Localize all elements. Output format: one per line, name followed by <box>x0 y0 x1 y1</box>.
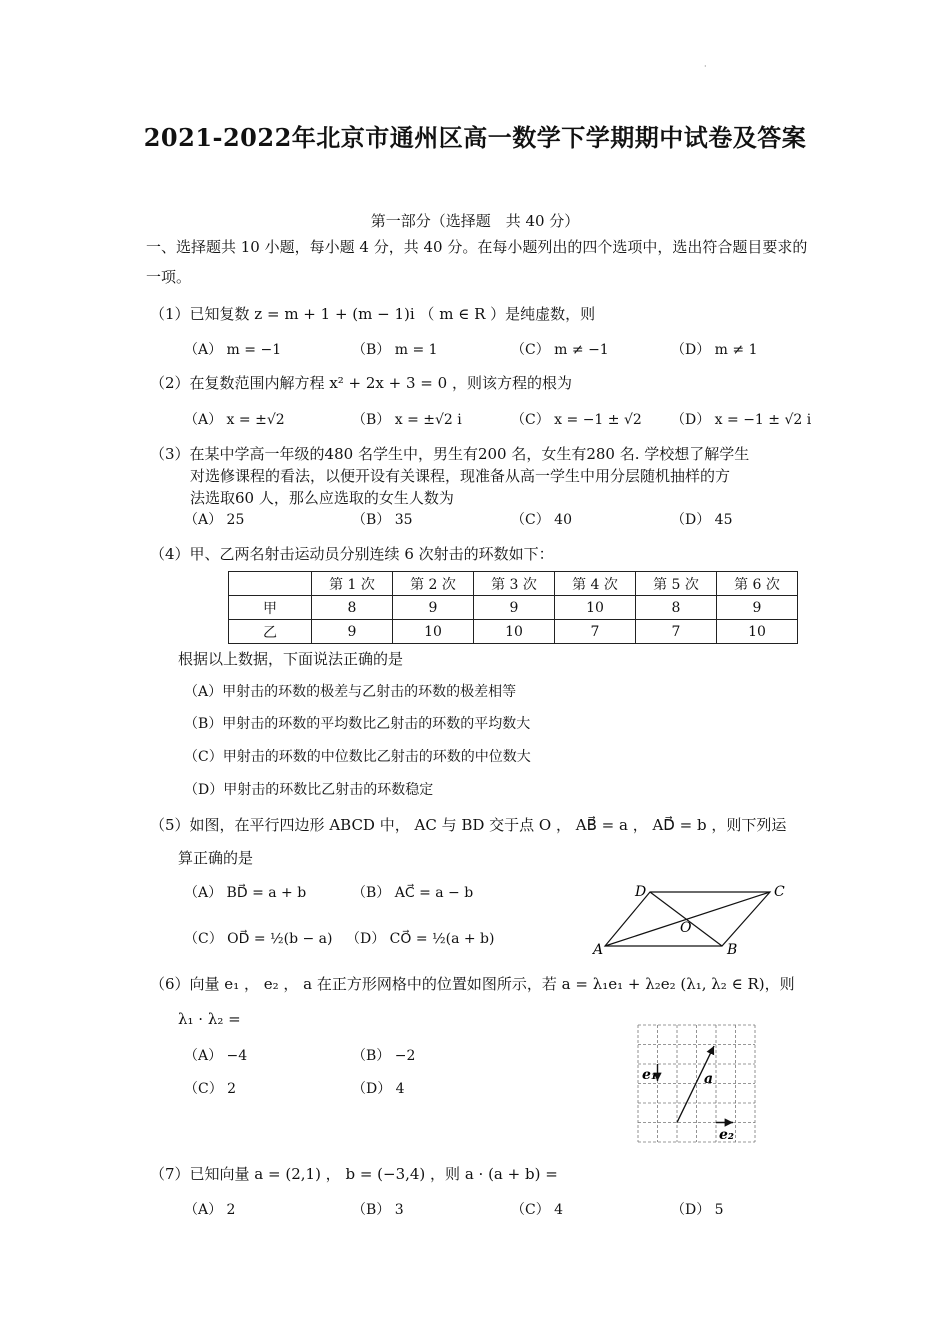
label-e2: e₂ <box>719 1127 735 1143</box>
q6-stem-line-1: （6）向量 e₁ ， e₂ ， a 在正方形网格中的位置如图所示，若 a = λ₁e₁ + λ₂e₂ (λ₁, λ₂ ∈ R)，则 <box>150 975 795 993</box>
label-c: C <box>774 884 785 900</box>
table-cell: 8 <box>636 596 717 620</box>
table-row-label: 乙 <box>229 620 312 644</box>
q7-stem: （7）已知向量 a = (2,1) ， b = (−3,4) ，则 a · (a + b) = <box>150 1165 558 1183</box>
table-cell: 10 <box>393 620 474 644</box>
q7-option-d: （D） 5 <box>671 1202 724 1218</box>
q2-option-b: （B） x = ±√2 i <box>352 412 462 428</box>
label-e1: e₁ <box>642 1067 658 1083</box>
q3-stem-line-2: 对选修课程的看法，以便开设有关课程，现准备从高一学生中用分层随机抽样的方 <box>190 467 731 485</box>
q2-option-a: （A） x = ±√2 <box>184 412 285 428</box>
table-cell: 10 <box>555 596 636 620</box>
q2-option-d: （D） x = −1 ± √2 i <box>671 412 812 428</box>
diagonal-bd <box>650 892 722 946</box>
q6-option-a: （A） −4 <box>184 1048 248 1064</box>
q6-option-c: （C） 2 <box>184 1081 237 1097</box>
q4-option-d: （D）甲射击的环数比乙射击的环数稳定 <box>184 782 434 798</box>
table-header-cell <box>229 572 312 596</box>
instructions: 一、选择题共 10 小题，每小题 4 分，共 40 分。在每小题列出的四个选项中，选出符合题目要求的一项。 <box>146 238 808 286</box>
table-cell: 9 <box>312 620 393 644</box>
table-row <box>229 620 798 644</box>
q1-option-a: （A） m = −1 <box>184 342 282 358</box>
q5-option-c: （C） OD⃗ = ½(b − a) <box>184 931 333 947</box>
label-b: B <box>727 942 738 958</box>
table-cell: 9 <box>393 596 474 620</box>
q5-option-d: （D） CO⃗ = ½(a + b) <box>346 931 495 947</box>
label-d: D <box>635 884 647 900</box>
q2-stem: （2）在复数范围内解方程 x² + 2x + 3 = 0 ，则该方程的根为 <box>150 374 572 392</box>
q3-option-b: （B） 35 <box>352 512 413 528</box>
q5-option-a: （A） BD⃗ = a + b <box>184 885 307 901</box>
table-header-cell: 第 4 次 <box>555 572 636 596</box>
q4-option-b: （B）甲射击的环数的平均数比乙射击的环数的平均数大 <box>184 716 531 732</box>
q6-option-b: （B） −2 <box>352 1048 416 1064</box>
q5-stem-line-1: （5）如图，在平行四边形 ABCD 中， AC 与 BD 交于点 O ， AB⃗ = a ， AD⃗ = b ，则下列运 <box>150 816 787 834</box>
table-header-cell: 第 3 次 <box>474 572 555 596</box>
page-marker: · <box>704 62 707 71</box>
table-header-cell: 第 6 次 <box>717 572 798 596</box>
table-header-cell: 第 1 次 <box>312 572 393 596</box>
q4-stem: （4）甲、乙两名射击运动员分别连续 6 次射击的环数如下： <box>150 545 554 563</box>
table-cell: 8 <box>312 596 393 620</box>
q1-option-d: （D） m ≠ 1 <box>671 342 758 358</box>
table-header-cell: 第 2 次 <box>393 572 474 596</box>
table-cell: 7 <box>636 620 717 644</box>
q3-stem-line-1: （3）在某中学高一年级的480 名学生中，男生有200 名，女生有280 名. 学校想了解学生 <box>150 445 750 463</box>
shooting-scores-table <box>228 571 798 644</box>
vector-grid-figure <box>638 1025 758 1145</box>
q3-option-d: （D） 45 <box>671 512 733 528</box>
q6-option-d: （D） 4 <box>352 1081 405 1097</box>
table-row <box>229 596 798 620</box>
q3-option-c: （C） 40 <box>511 512 572 528</box>
q7-option-c: （C） 4 <box>511 1202 564 1218</box>
q1-stem: （1）已知复数 z = m + 1 + (m − 1)i （ m ∈ R ）是纯虚数，则 <box>150 305 596 323</box>
part-heading: 第一部分（选择题 共 40 分） <box>370 212 580 230</box>
q5-stem-line-2: 算正确的是 <box>178 849 254 867</box>
q4-after-text: 根据以上数据，下面说法正确的是 <box>178 650 404 668</box>
table-header-cell: 第 5 次 <box>636 572 717 596</box>
q1-option-b: （B） m = 1 <box>352 342 438 358</box>
q3-option-a: （A） 25 <box>184 512 245 528</box>
table-row-label: 甲 <box>229 596 312 620</box>
q4-option-c: （C）甲射击的环数的中位数比乙射击的环数的中位数大 <box>184 749 531 765</box>
label-o: O <box>680 920 692 936</box>
q1-option-c: （C） m ≠ −1 <box>511 342 609 358</box>
label-a: a <box>704 1071 714 1087</box>
label-a: A <box>593 942 604 958</box>
q5-option-b: （B） AC⃗ = a − b <box>352 885 474 901</box>
table-cell: 9 <box>474 596 555 620</box>
table-cell: 7 <box>555 620 636 644</box>
q3-stem-line-3: 法选取60 人，那么应选取的女生人数为 <box>190 489 454 507</box>
table-cell: 9 <box>717 596 798 620</box>
q4-option-a: （A）甲射击的环数的极差与乙射击的环数的极差相等 <box>184 684 517 700</box>
q2-option-c: （C） x = −1 ± √2 <box>511 412 642 428</box>
q7-option-a: （A） 2 <box>184 1202 236 1218</box>
page-title: 2021-2022年北京市通州区高一数学下学期期中试卷及答案 <box>143 123 807 152</box>
q6-stem-line-2: λ₁ · λ₂ = <box>178 1010 241 1028</box>
table-header-row <box>229 572 798 596</box>
q7-option-b: （B） 3 <box>352 1202 404 1218</box>
table-cell: 10 <box>474 620 555 644</box>
table-cell: 10 <box>717 620 798 644</box>
parallelogram-figure <box>590 882 790 962</box>
